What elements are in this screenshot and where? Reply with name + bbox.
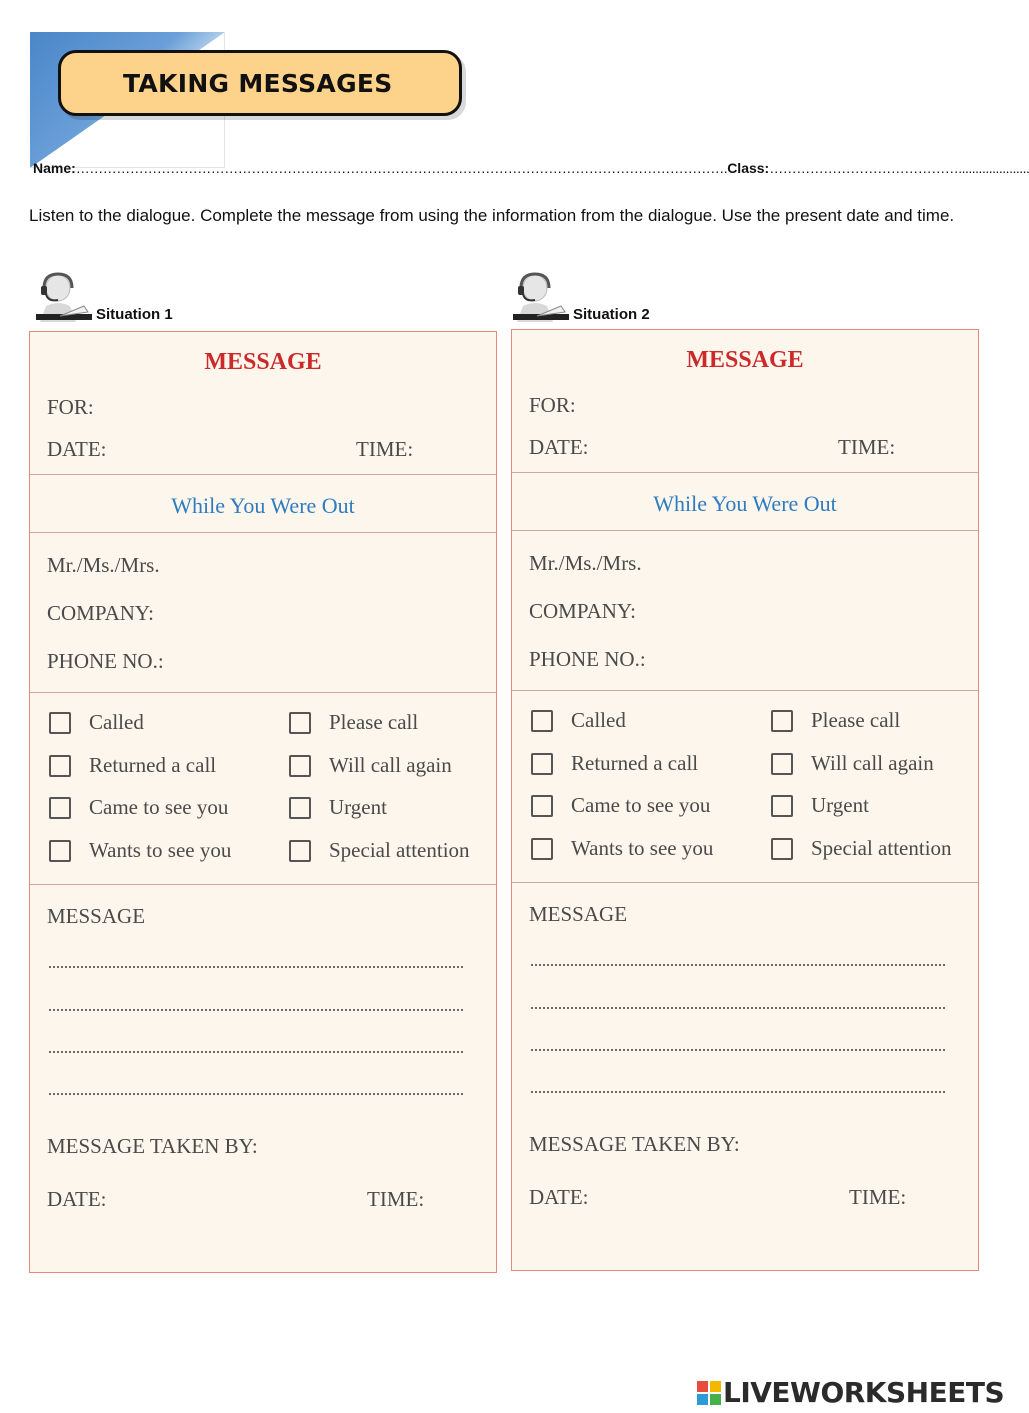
taken-date-label[interactable]: DATE: xyxy=(47,1187,107,1211)
checkbox-called[interactable] xyxy=(49,710,144,735)
caller-name-label[interactable]: Mr./Ms./Mrs. xyxy=(47,553,160,577)
title-pill xyxy=(58,50,462,116)
checkbox-label: Came to see you xyxy=(571,793,711,817)
message-card-2 xyxy=(511,329,979,1271)
logo-text: LIVEWORKSHEETS xyxy=(723,1376,1005,1409)
taken-time-label[interactable]: TIME: xyxy=(849,1185,907,1209)
logo-mark-icon xyxy=(697,1381,721,1405)
message-line[interactable] xyxy=(531,1007,945,1009)
name-label: Name: xyxy=(33,160,76,176)
checkbox-label: Returned a call xyxy=(571,751,699,775)
checkbox-label: Urgent xyxy=(811,793,869,817)
message-line[interactable] xyxy=(531,964,945,966)
divider xyxy=(512,472,978,473)
header-banner xyxy=(30,32,470,168)
checkbox[interactable] xyxy=(49,797,71,819)
instructions: Listen to the dialogue. Complete the message from using the information from the dialogue. Use the present date and time. xyxy=(29,206,955,225)
checkbox-please-call[interactable] xyxy=(771,708,900,733)
situation-2-label: Situation 2 xyxy=(573,306,650,323)
checkbox[interactable] xyxy=(289,797,311,819)
message-label: MESSAGE xyxy=(47,904,146,928)
time-label[interactable]: TIME: xyxy=(356,437,414,461)
checkbox-label: Please call xyxy=(811,708,901,732)
card-title: MESSAGE xyxy=(204,349,322,375)
page-title: TAKING MESSAGES xyxy=(123,69,393,98)
divider xyxy=(30,884,496,885)
checkbox-special-attention[interactable] xyxy=(771,836,952,861)
checkbox[interactable] xyxy=(289,840,311,862)
divider xyxy=(30,532,496,533)
company-label[interactable]: COMPANY: xyxy=(529,599,636,623)
phone-label[interactable]: PHONE NO.: xyxy=(47,649,164,673)
checkbox[interactable] xyxy=(49,840,71,862)
time-label[interactable]: TIME: xyxy=(838,435,896,459)
divider xyxy=(512,690,978,691)
checkbox-label: Wants to see you xyxy=(571,836,714,860)
class-field[interactable]: ……………………………………..................... xyxy=(769,160,1029,176)
checkbox-label: Called xyxy=(571,708,626,732)
taken-date-label[interactable]: DATE: xyxy=(529,1185,589,1209)
message-line[interactable] xyxy=(531,1049,945,1051)
company-label[interactable]: COMPANY: xyxy=(47,601,154,625)
divider xyxy=(30,692,496,693)
checkbox[interactable] xyxy=(771,795,793,817)
checkbox[interactable] xyxy=(771,710,793,732)
checkbox-wants-to-see[interactable] xyxy=(531,836,713,861)
date-label[interactable]: DATE: xyxy=(47,437,107,461)
taken-time-label[interactable]: TIME: xyxy=(367,1187,425,1211)
operator-icon xyxy=(513,272,569,322)
name-field[interactable]: ………………………………………………………………………………………………………………………………. xyxy=(75,160,728,176)
caller-name-label[interactable]: Mr./Ms./Mrs. xyxy=(529,551,642,575)
divider xyxy=(512,530,978,531)
checkbox[interactable] xyxy=(771,838,793,860)
name-class-line xyxy=(33,160,1029,176)
checkbox-returned-call[interactable] xyxy=(531,751,698,776)
checkbox[interactable] xyxy=(531,838,553,860)
checkbox-label: Returned a call xyxy=(89,753,217,777)
checkbox[interactable] xyxy=(531,753,553,775)
divider xyxy=(512,882,978,883)
while-you-were-out-heading: While You Were Out xyxy=(171,493,355,518)
divider xyxy=(30,474,496,475)
for-label[interactable]: FOR: xyxy=(47,395,94,419)
message-line[interactable] xyxy=(531,1091,945,1093)
checkbox-label: Urgent xyxy=(329,795,387,819)
checkbox-label: Please call xyxy=(329,710,419,734)
checkbox-label: Called xyxy=(89,710,144,734)
message-line[interactable] xyxy=(49,966,463,968)
message-label: MESSAGE xyxy=(529,902,628,926)
checkbox[interactable] xyxy=(531,710,553,732)
while-you-were-out-heading: While You Were Out xyxy=(653,491,837,516)
checkbox-label: Came to see you xyxy=(89,795,229,819)
taken-by-label[interactable]: MESSAGE TAKEN BY: xyxy=(47,1134,258,1158)
checkbox-will-call-again[interactable] xyxy=(289,753,452,778)
message-line[interactable] xyxy=(49,1009,463,1011)
checkbox-label: Special attention xyxy=(329,838,470,862)
phone-label[interactable]: PHONE NO.: xyxy=(529,647,646,671)
checkbox-came-to-see[interactable] xyxy=(49,795,228,820)
class-label: Class: xyxy=(727,160,770,176)
message-line[interactable] xyxy=(49,1093,463,1095)
date-label[interactable]: DATE: xyxy=(529,435,589,459)
for-label[interactable]: FOR: xyxy=(529,393,576,417)
checkbox-returned-call[interactable] xyxy=(49,753,216,778)
checkbox-urgent[interactable] xyxy=(289,795,387,820)
checkbox-label: Special attention xyxy=(811,836,952,860)
message-line[interactable] xyxy=(49,1051,463,1053)
checkbox-special-attention[interactable] xyxy=(289,838,470,863)
situation-1-label: Situation 1 xyxy=(96,306,173,323)
checkbox-came-to-see[interactable] xyxy=(531,793,710,818)
operator-icon xyxy=(36,272,92,322)
checkbox[interactable] xyxy=(531,795,553,817)
checkbox[interactable] xyxy=(49,712,71,734)
checkbox-label: Will call again xyxy=(329,753,452,777)
checkbox-label: Wants to see you xyxy=(89,838,232,862)
checkbox-called[interactable] xyxy=(531,708,626,733)
checkbox-will-call-again[interactable] xyxy=(771,751,934,776)
checkbox[interactable] xyxy=(49,755,71,777)
taken-by-label[interactable]: MESSAGE TAKEN BY: xyxy=(529,1132,740,1156)
checkbox[interactable] xyxy=(289,712,311,734)
checkbox-label: Will call again xyxy=(811,751,934,775)
message-card-1 xyxy=(29,331,497,1273)
checkbox-wants-to-see[interactable] xyxy=(49,838,231,863)
card-title: MESSAGE xyxy=(686,347,804,373)
checkbox-urgent[interactable] xyxy=(771,793,869,818)
checkbox[interactable] xyxy=(289,755,311,777)
checkbox[interactable] xyxy=(771,753,793,775)
checkbox-please-call[interactable] xyxy=(289,710,418,735)
